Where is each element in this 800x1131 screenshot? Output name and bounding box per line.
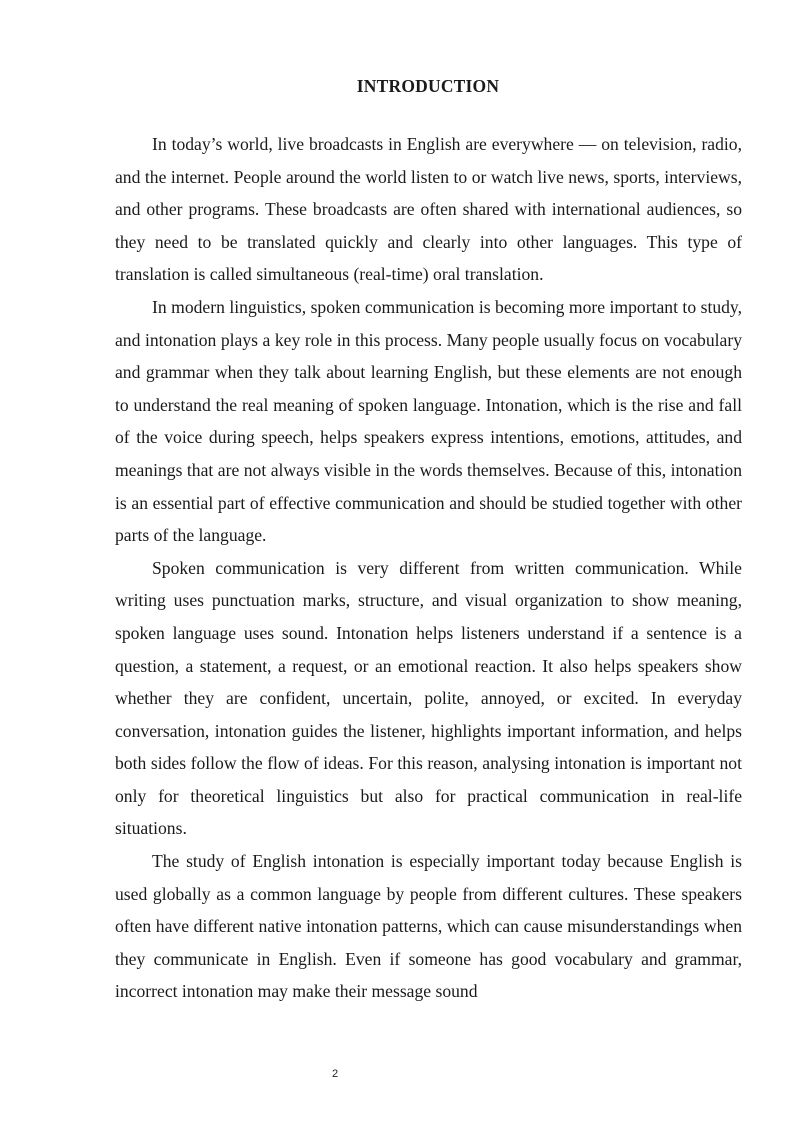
page-title: INTRODUCTION [356, 76, 500, 96]
page-number: 2 [331, 1068, 339, 1080]
paragraph-2: In modern linguistics, spoken communication is becoming more important to study, and intonation plays a key role in this process. Many people usually focus on vocabulary and grammar when they talk about learning English, but these elements are not enough to understand the real meaning of spoken language. Intonation, which is the rise and fall of the voice during speech, helps speakers express intentions, emotions, attitudes, and meanings that are not always visible in the words themselves. Because of this, intonation is an essential part of effective communication and should be studied together with other parts of the language. [115, 296, 742, 546]
paragraph-1: In today’s world, live broadcasts in English are everywhere — on television, radio, and the internet. People around the world listen to or watch live news, sports, interviews, and other programs. These broadcasts are often shared with international audiences, so they need to be translated quickly and clearly into other languages. This type of translation is called simultaneous (real-time) oral translation. [115, 134, 742, 285]
paragraph-3: Spoken communication is very different from written communication. While writing uses punctuation marks, structure, and visual organization to show meaning, spoken language uses sound. Intonation helps listeners understand if a sentence is a question, a statement, a request, or an emotional reaction. It also helps speakers show whether they are confident, uncertain, polite, annoyed, or excited. In everyday conversation, intonation guides the listener, highlights important information, and helps both sides follow the flow of ideas. For this reason, analysing intonation is important not only for theoretical linguistics but also for practical communication in real-life situations. [115, 557, 742, 839]
paragraph-4: The study of English intonation is especially important today because English is used globally as a common language by people from different cultures. These speakers often have different native intonation patterns, which can cause misunderstandings when they communicate in English. Even if someone has good vocabulary and grammar, incorrect intonation may make their message sound [115, 851, 742, 1002]
body-text [115, 128, 742, 1008]
